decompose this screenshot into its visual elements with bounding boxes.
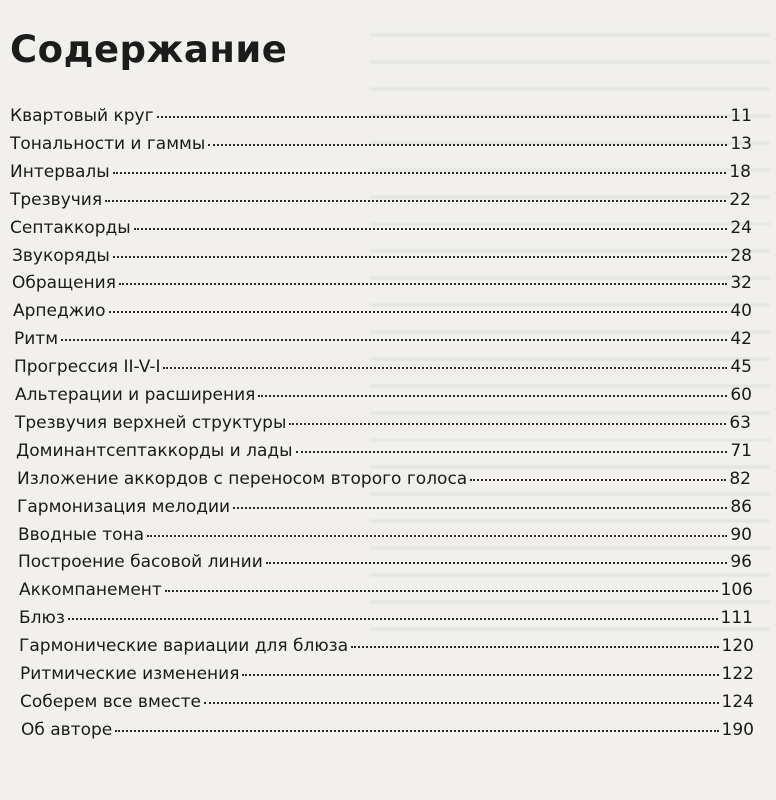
toc-entry-label: Звукоряды bbox=[12, 245, 110, 266]
toc-entry-page-number: 42 bbox=[730, 329, 752, 350]
toc-entry bbox=[18, 525, 752, 551]
dot-leader bbox=[163, 367, 727, 369]
dot-leader bbox=[134, 228, 728, 230]
toc-entry bbox=[20, 664, 754, 690]
toc-entry-label: Соберем все вместе bbox=[20, 691, 201, 712]
dot-leader bbox=[105, 200, 726, 202]
dot-leader bbox=[296, 451, 728, 453]
dot-leader bbox=[258, 395, 727, 397]
toc-entry-page-number: 86 bbox=[730, 496, 752, 517]
toc-entry-label: Ритм bbox=[14, 329, 59, 350]
toc-entry-page-number: 63 bbox=[729, 412, 751, 433]
toc-entry-label: Изложение аккордов с переносом второго голоса bbox=[17, 468, 468, 489]
toc-entry bbox=[10, 162, 751, 188]
toc-entry-page-number: 40 bbox=[730, 301, 752, 322]
toc-entry-label: Арпеджио bbox=[13, 301, 106, 322]
toc-entry-label: Ритмические изменения bbox=[20, 664, 240, 684]
toc-entry bbox=[12, 246, 752, 272]
toc-entry-page-number: 22 bbox=[729, 189, 751, 210]
dot-leader bbox=[266, 562, 728, 564]
dot-leader bbox=[109, 311, 728, 313]
dot-leader bbox=[165, 590, 718, 592]
toc-entry bbox=[10, 190, 751, 216]
dot-leader bbox=[147, 535, 727, 537]
toc-entry bbox=[14, 357, 752, 383]
toc-entry bbox=[19, 636, 754, 662]
toc-entry bbox=[19, 580, 753, 606]
toc-entry-page-number: 120 bbox=[721, 636, 754, 657]
toc-entry bbox=[17, 497, 752, 523]
toc-entry bbox=[17, 469, 751, 495]
toc-entry bbox=[14, 329, 752, 355]
dot-leader bbox=[119, 283, 727, 285]
toc-entry-label: Гармонические вариации для блюза bbox=[19, 636, 349, 657]
toc-entry-page-number: 106 bbox=[720, 580, 753, 601]
toc-entry bbox=[19, 608, 753, 634]
dot-leader bbox=[113, 256, 728, 258]
toc-entry-page-number: 24 bbox=[730, 217, 752, 238]
dot-leader bbox=[157, 116, 728, 118]
toc-entry-label: Септаккорды bbox=[10, 217, 131, 238]
dot-leader bbox=[233, 507, 727, 509]
toc-entry bbox=[12, 273, 752, 299]
toc-entry-page-number: 90 bbox=[730, 524, 752, 545]
toc-entry-label: Альтерации и расширения bbox=[15, 385, 256, 405]
toc-entry bbox=[20, 692, 754, 718]
toc-entry-page-number: 60 bbox=[730, 385, 752, 405]
dot-leader bbox=[470, 479, 726, 481]
toc-entry-label: Квартовый круг bbox=[10, 106, 154, 126]
dot-leader bbox=[242, 674, 718, 676]
toc-entry-label: Трезвучия bbox=[10, 189, 103, 210]
toc-entry-label: Об авторе bbox=[21, 719, 113, 740]
toc-entry-label: Прогрессия II-V-I bbox=[14, 357, 161, 378]
toc-entry-page-number: 13 bbox=[730, 133, 752, 154]
dot-leader bbox=[289, 423, 726, 425]
dot-leader bbox=[351, 646, 718, 648]
toc-entry-page-number: 45 bbox=[730, 357, 752, 378]
toc-entry bbox=[15, 413, 751, 439]
dot-leader bbox=[68, 618, 718, 620]
toc-entry-label: Блюз bbox=[19, 608, 65, 629]
toc-entry-page-number: 11 bbox=[730, 106, 752, 126]
toc-entry-label: Построение басовой линии bbox=[18, 552, 263, 573]
toc-entry bbox=[21, 720, 754, 746]
toc-entry-page-number: 124 bbox=[721, 691, 754, 712]
toc-entry-label: Трезвучия верхней структуры bbox=[15, 412, 287, 433]
toc-entry-label: Аккомпанемент bbox=[19, 580, 162, 601]
toc-entry-page-number: 190 bbox=[721, 719, 754, 740]
toc-entry-page-number: 96 bbox=[730, 552, 752, 573]
dot-leader bbox=[113, 172, 727, 174]
dot-leader bbox=[115, 730, 718, 732]
dot-leader bbox=[61, 339, 727, 341]
toc-entry bbox=[16, 441, 752, 467]
toc-entry bbox=[10, 218, 752, 244]
toc-entry-label: Интервалы bbox=[10, 161, 110, 182]
toc-entry-page-number: 32 bbox=[730, 273, 752, 294]
toc-entry-label: Обращения bbox=[12, 273, 116, 294]
page-title: Содержание bbox=[10, 28, 288, 71]
toc-entry-label: Вводные тона bbox=[18, 524, 145, 545]
toc-entry bbox=[10, 106, 752, 132]
toc-entry-page-number: 28 bbox=[730, 245, 752, 266]
toc-entry-page-number: 71 bbox=[730, 440, 752, 461]
toc-entry bbox=[10, 134, 752, 160]
toc-entry-label: Тональности и гаммы bbox=[10, 133, 206, 154]
dot-leader bbox=[208, 144, 727, 146]
toc-entry-label: Гармонизация мелодии bbox=[17, 496, 231, 517]
toc-entry bbox=[18, 552, 752, 578]
toc-entry bbox=[15, 385, 752, 411]
dot-leader bbox=[204, 702, 719, 704]
toc-entry-page-number: 82 bbox=[729, 468, 751, 489]
toc-entry-page-number: 18 bbox=[729, 161, 751, 182]
toc-entry-page-number: 111 bbox=[720, 608, 753, 629]
toc-entry-label: Доминантсептаккорды и лады bbox=[16, 440, 293, 461]
toc-entry-page-number: 122 bbox=[721, 664, 754, 684]
toc-entry bbox=[13, 301, 752, 327]
